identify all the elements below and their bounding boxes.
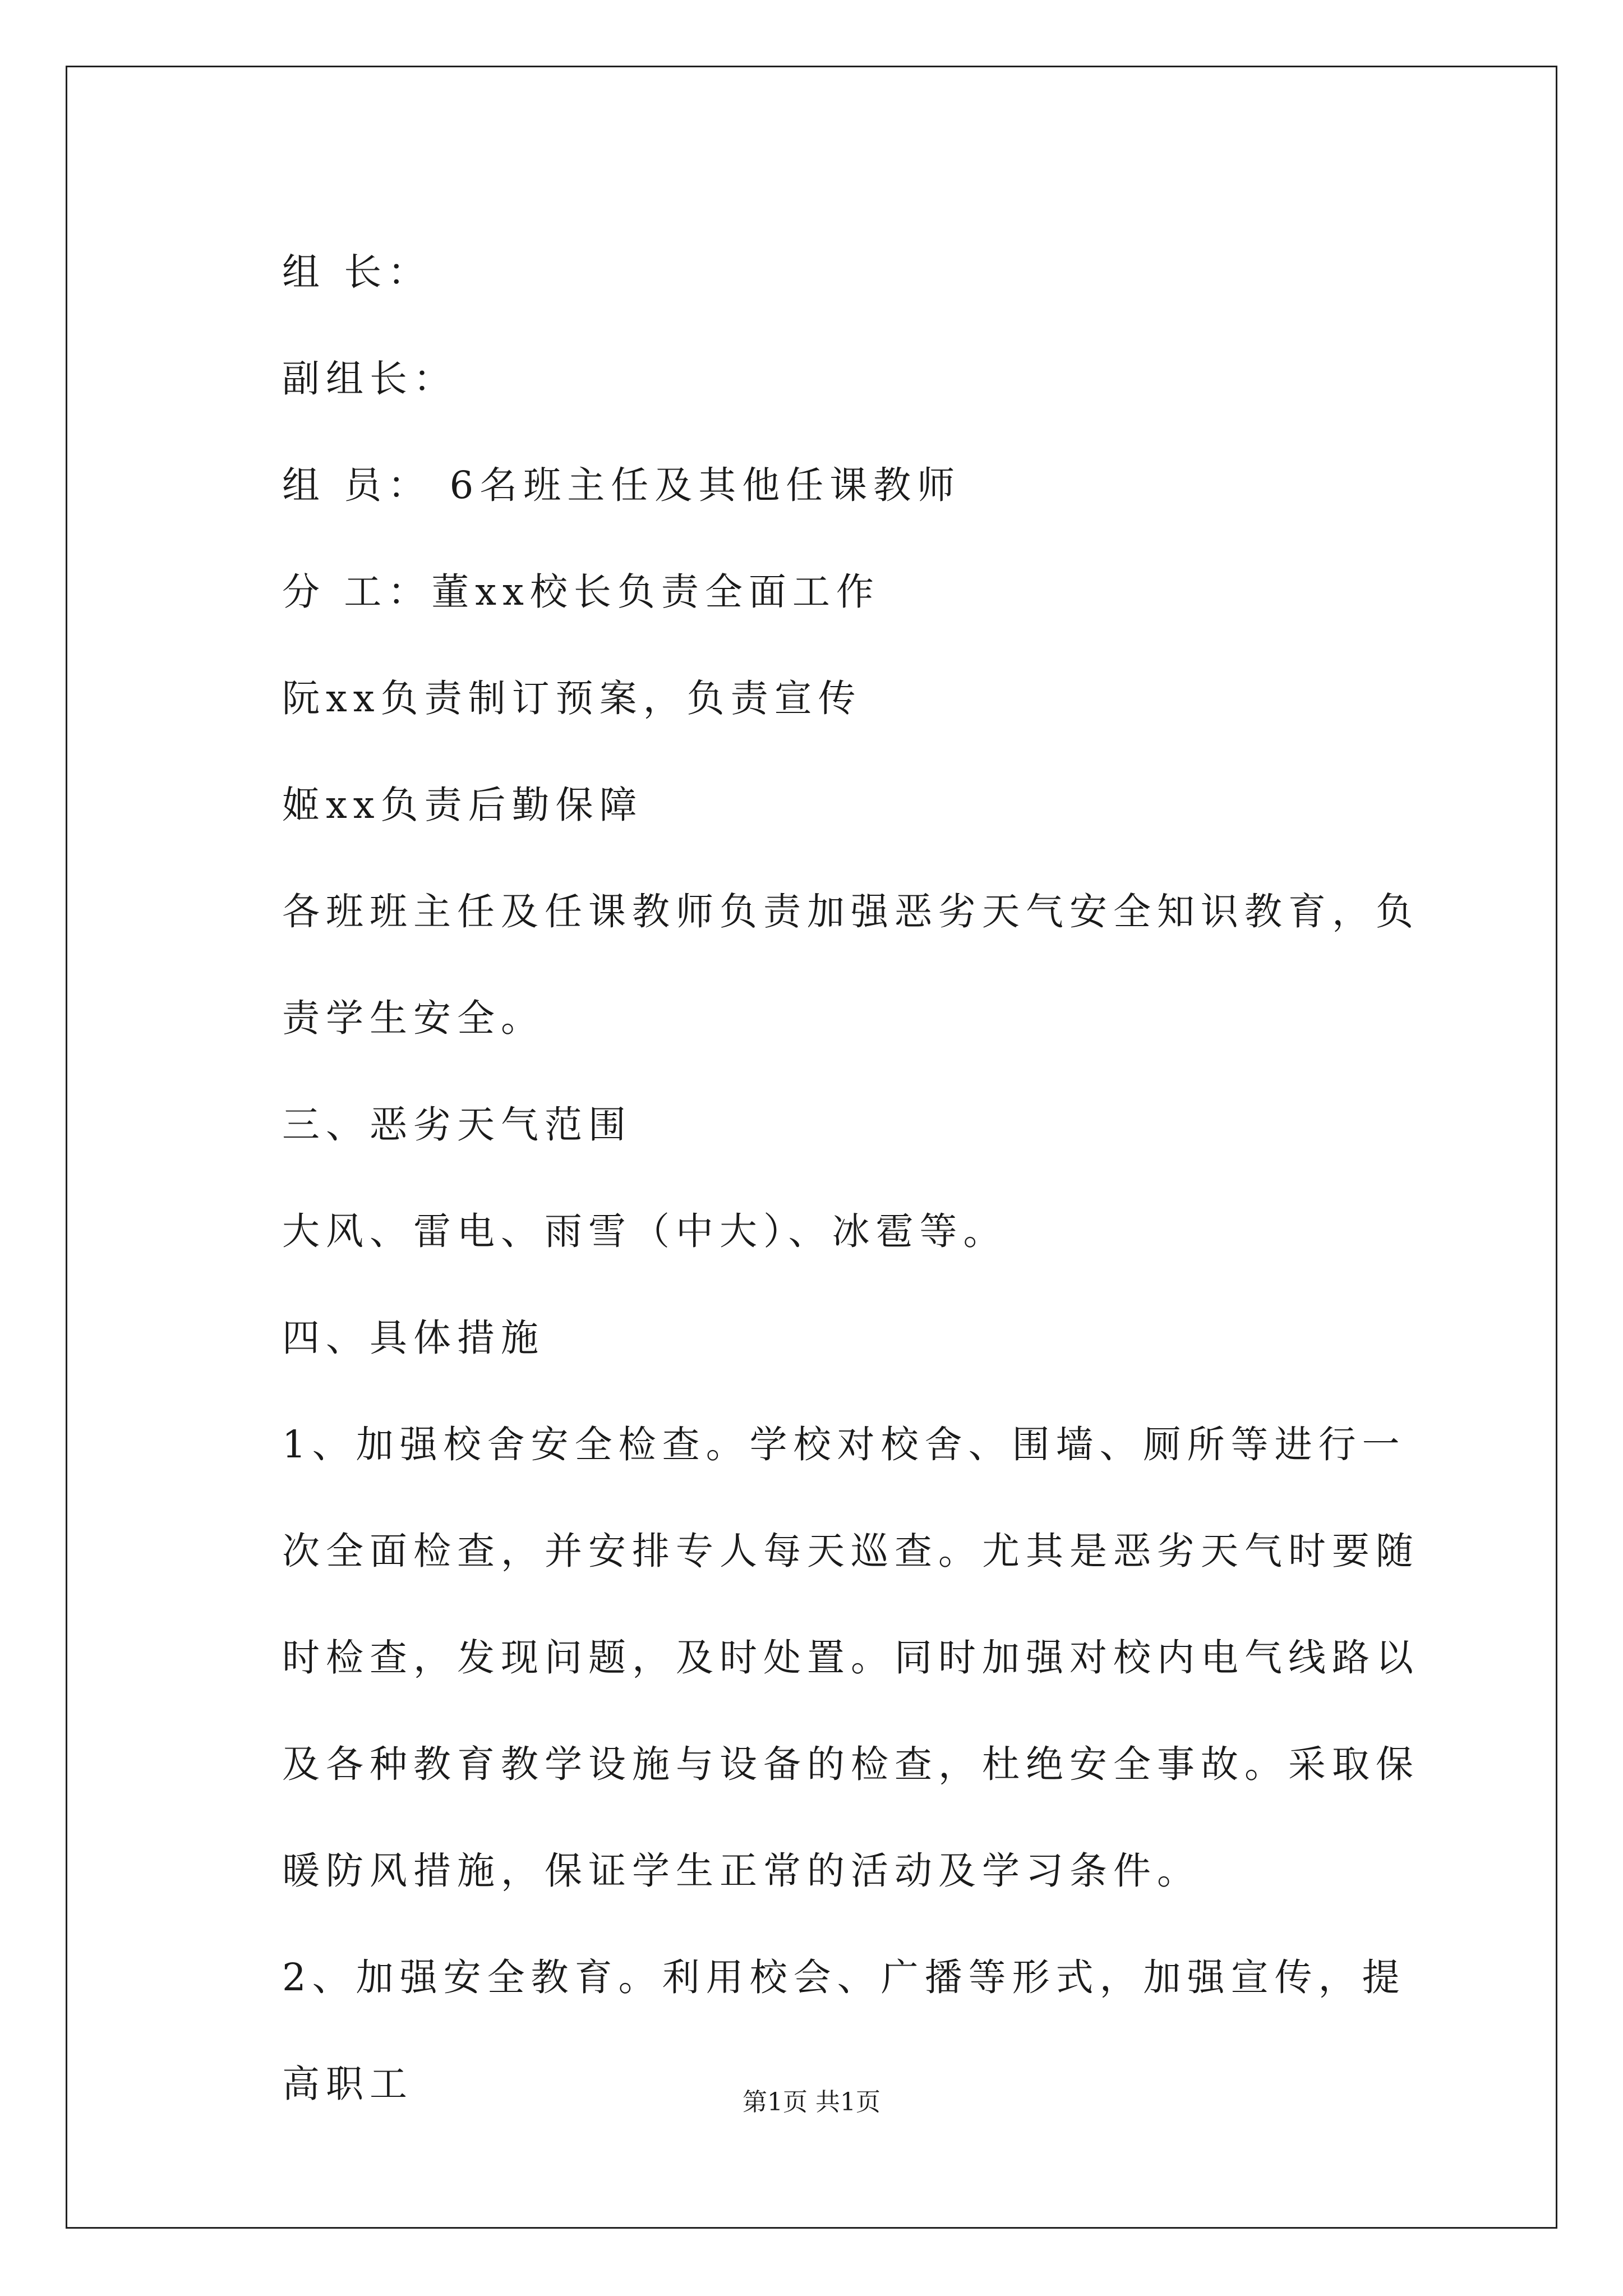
leader-line: 组 长：	[282, 250, 432, 294]
section-three-heading: 三、恶劣天气范围	[282, 1103, 632, 1147]
members-line: 组 员： 6名班主任及其他任课教师	[282, 463, 961, 507]
measure-two-paragraph: 2、加强安全教育。利用校会、广播等形式，加强宣传，提高职工	[282, 1955, 1406, 2106]
measure-one-paragraph: 1、加强校舍安全检查。学校对校舍、围墙、厕所等进行一次全面检查，并安排专人每天巡查。尤其是恶劣天气时要随时检查，发现问题，及时处置。同时加强对校内电气线路以及各种教育教学设施与设备的检查，杜绝安全事故。采取保暖防风措施，保证学生正常的活动及学习条件。	[282, 1423, 1419, 1893]
section-four-heading: 四、具体措施	[282, 1316, 545, 1360]
ruan-duty-line: 阮xx负责制订预案，负责宣传	[282, 677, 862, 720]
ji-duty-line: 姬xx负责后勤保障	[282, 783, 643, 827]
document-body	[202, 219, 1430, 2137]
weather-types-line: 大风、雷电、雨雪（中大）、冰雹等。	[282, 1209, 1007, 1253]
teachers-duty-paragraph: 各班班主任及任课教师负责加强恶劣天气安全知识教育，负责学生安全。	[282, 890, 1419, 1040]
deputy-leader-line: 副组长：	[282, 357, 457, 401]
page-footer: 第1页 共1页	[743, 2088, 880, 2116]
division-line: 分 工：董xx校长负责全面工作	[282, 570, 880, 614]
